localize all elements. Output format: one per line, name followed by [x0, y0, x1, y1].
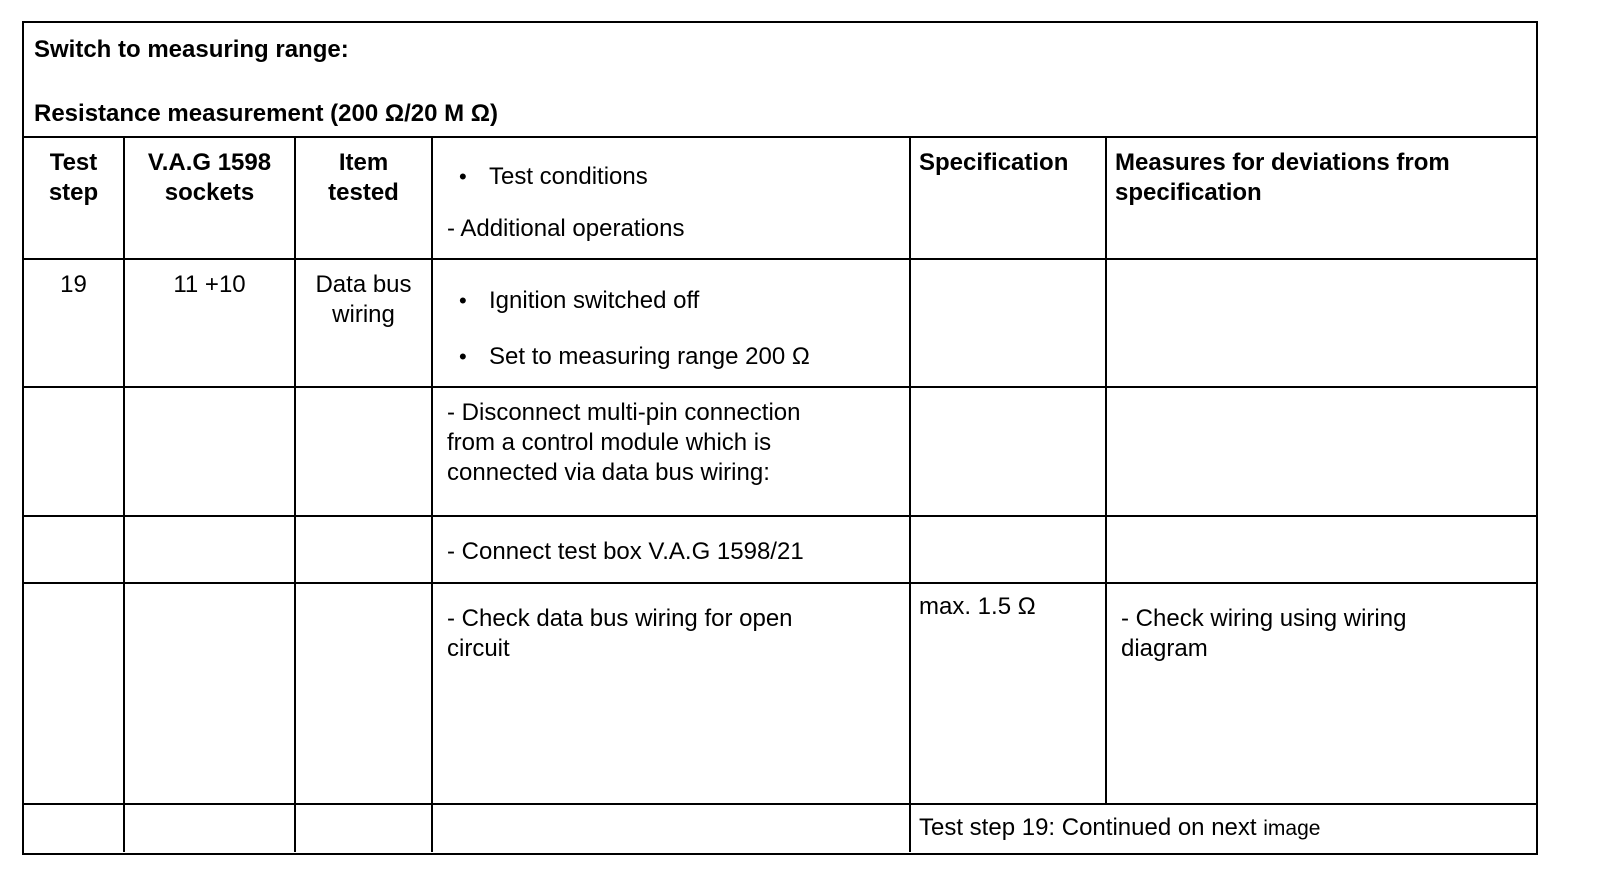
- col-conditions: [432, 138, 910, 259]
- table-header-row: [24, 138, 1536, 259]
- specification-label: Specification: [919, 149, 1069, 176]
- measures-line: diagram: [1121, 635, 1208, 662]
- bullet-text: Ignition switched off: [489, 287, 700, 314]
- bullet-item: [433, 342, 909, 372]
- document-sheet: [22, 21, 1538, 855]
- measures-line1: Measures for deviations from: [1115, 149, 1450, 176]
- item-cell: [295, 804, 432, 852]
- measures-cell: [1106, 259, 1536, 387]
- bullet-item: [433, 286, 909, 316]
- step-cell: [24, 804, 124, 852]
- col-test-step-line1: Test: [49, 149, 98, 176]
- sockets-cell: [124, 516, 295, 583]
- ops-line: connected via data bus wiring:: [447, 459, 770, 486]
- ops-line: - Disconnect multi-pin connection: [447, 399, 801, 426]
- item-line1: Data bus: [315, 271, 412, 298]
- sockets-cell: [124, 804, 295, 852]
- table-row: [24, 387, 1536, 516]
- measures-cell: [1106, 516, 1536, 583]
- sockets-cell: [124, 387, 295, 516]
- measures-line2: specification: [1115, 179, 1262, 206]
- item-cell: [295, 583, 432, 804]
- col-test-step: [24, 138, 124, 259]
- conditions-cell: [432, 259, 910, 387]
- conditions-label: Test conditions: [489, 163, 648, 190]
- switch-range-heading: Switch to measuring range:: [34, 36, 349, 63]
- col-item-line2: tested: [328, 179, 399, 206]
- continuation-note: [910, 804, 1536, 852]
- table-row: [24, 259, 1536, 387]
- item-line2: wiring: [332, 301, 395, 328]
- measures-cell: [1106, 583, 1536, 804]
- spec-cell: [910, 387, 1106, 516]
- step-cell: [24, 387, 124, 516]
- ops-line: circuit: [447, 635, 510, 662]
- bullet-item: [433, 162, 909, 192]
- table-row: [24, 516, 1536, 583]
- test-table: [24, 138, 1536, 852]
- measures-line: - Check wiring using wiring: [1121, 605, 1407, 632]
- spec-cell: [910, 259, 1106, 387]
- continuation-suffix: image: [1263, 817, 1321, 840]
- measures-cell: [1106, 387, 1536, 516]
- col-measures: [1106, 138, 1536, 259]
- ops-cell: [432, 804, 910, 852]
- ops-cell: [432, 516, 910, 583]
- col-specification: [910, 138, 1106, 259]
- bullet-glyph: •: [459, 344, 467, 369]
- item-cell: [295, 516, 432, 583]
- range-header: [24, 23, 1536, 138]
- bullet-glyph: •: [459, 164, 467, 189]
- sockets-cell: 11 +10: [124, 259, 295, 387]
- spec-cell: max. 1.5 Ω: [910, 583, 1106, 804]
- ops-cell: [432, 583, 910, 804]
- col-test-step-line2: step: [48, 179, 99, 206]
- spec-cell: [910, 516, 1106, 583]
- ops-line: - Check data bus wiring for open: [447, 605, 793, 632]
- col-sockets-line1: V.A.G 1598: [147, 149, 272, 176]
- bullet-text: Set to measuring range 200 Ω: [489, 343, 810, 370]
- ops-line: - Connect test box V.A.G 1598/21: [447, 538, 804, 565]
- col-item-line1: Item: [338, 149, 389, 176]
- continuation-text: Test step 19: Continued on next: [919, 814, 1257, 841]
- table-row: [24, 583, 1536, 804]
- ops-cell: [432, 387, 910, 516]
- step-cell: [24, 516, 124, 583]
- col-sockets-line2: sockets: [164, 179, 255, 206]
- additional-ops-label: - Additional operations: [447, 215, 685, 242]
- sockets-cell: [124, 583, 295, 804]
- col-item-tested: [295, 138, 432, 259]
- bullet-glyph: •: [459, 288, 467, 313]
- resistance-measurement-heading: Resistance measurement (200 Ω/20 M Ω): [34, 100, 499, 127]
- ops-line: from a control module which is: [447, 429, 772, 456]
- col-sockets: [124, 138, 295, 259]
- step-cell: 19: [24, 259, 124, 387]
- item-cell: [295, 259, 432, 387]
- step-cell: [24, 583, 124, 804]
- table-row: [24, 804, 1536, 852]
- item-cell: [295, 387, 432, 516]
